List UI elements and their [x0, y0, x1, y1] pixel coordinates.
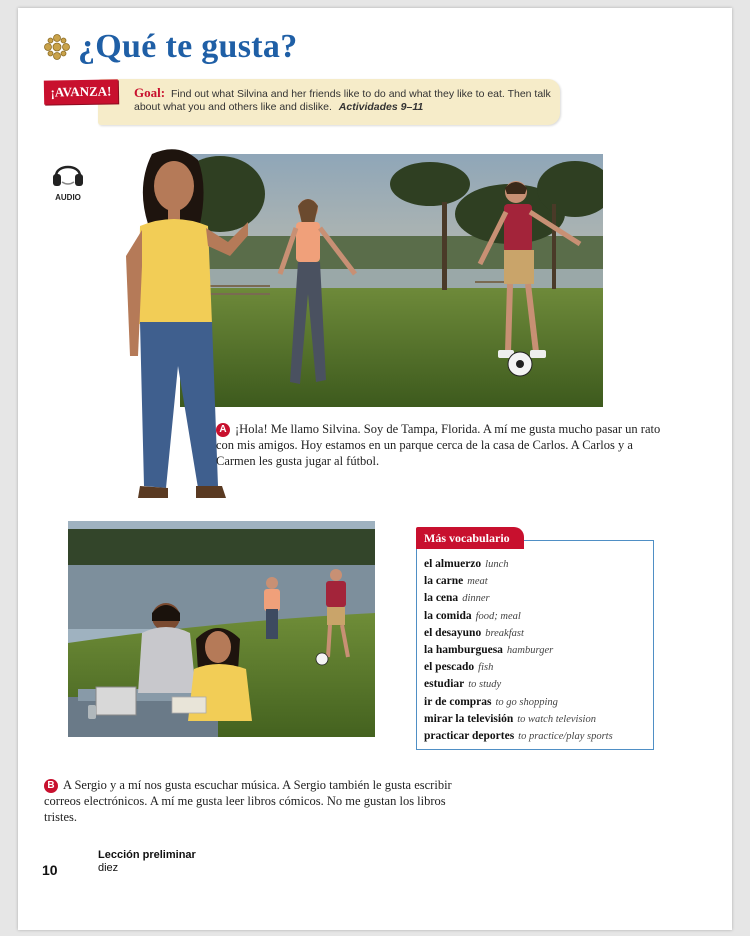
vocab-gloss: meat: [467, 576, 488, 588]
vocab-item: [424, 625, 654, 642]
vocab-item: [424, 659, 654, 676]
vocab-gloss: fish: [478, 662, 494, 674]
vocab-item: [424, 676, 654, 693]
vocab-gloss: to watch television: [517, 713, 596, 725]
title-row: [42, 28, 298, 66]
section-b-badge: B: [44, 779, 58, 793]
vocab-term: el pescado: [424, 661, 475, 674]
vocab-title: Más vocabulario: [416, 527, 524, 549]
vocab-item: [424, 711, 654, 728]
vocab-term: el desayuno: [424, 626, 482, 639]
goal-activities-link[interactable]: Actividades 9–11: [338, 101, 424, 113]
section-a-caption: [216, 421, 662, 469]
vocab-gloss: breakfast: [485, 627, 524, 639]
vocab-term: la cena: [424, 592, 459, 605]
section-b-text: A Sergio y a mí nos gusta escuchar música. A Sergio también le gusta escribir correos electrónicos. A mí me gusta leer libros cómicos. No me gustan los libros tristes.: [44, 778, 452, 824]
vocab-gloss: hamburger: [506, 645, 554, 657]
vocab-gloss: lunch: [485, 559, 509, 570]
vocab-term: la comida: [424, 609, 472, 622]
page-number-word: diez: [98, 862, 119, 874]
audio-label: AUDIO: [55, 193, 81, 202]
footer-lesson: [98, 849, 196, 875]
vocab-term: ir de compras: [424, 695, 492, 708]
audio-button[interactable]: [48, 156, 88, 202]
vocab-term: practicar deportes: [424, 730, 515, 743]
vocab-gloss: dinner: [462, 593, 490, 605]
avanza-badge: ¡AVANZA!: [44, 79, 118, 104]
vocab-item: [424, 694, 654, 711]
vocab-item: [424, 590, 654, 607]
vocab-list: [424, 556, 654, 745]
section-a-badge: A: [216, 423, 230, 437]
page-title: ¿Qué te gusta?: [78, 28, 298, 65]
page-number: 10: [42, 862, 58, 878]
vocab-term: estudiar: [424, 678, 465, 691]
ornament-icon: [42, 32, 72, 62]
vocab-item: [424, 556, 654, 573]
goal-text: [134, 86, 554, 114]
vocab-item: [424, 642, 654, 659]
goal-description: Find out what Silvina and her friends like to do and what they like to eat. Then talk about what you and others like and dislike.: [134, 88, 551, 113]
lesson-title: Lección preliminar: [98, 849, 196, 861]
vocab-gloss: to go shopping: [495, 696, 558, 708]
vocab-item: [424, 728, 654, 745]
vocab-gloss: to study: [468, 679, 502, 691]
vocab-term: mirar la televisión: [424, 712, 514, 725]
lakeside-study-photo: [68, 521, 375, 737]
vocab-gloss: food; meal: [475, 610, 521, 622]
vocab-term: la hamburguesa: [424, 644, 503, 657]
section-a-text: ¡Hola! Me llamo Silvina. Soy de Tampa, Florida. A mí me gusta mucho pasar un rato con mis amigos. Hoy estamos en un parque cerca de la casa de Carlos. A Carlos y a Carmen les gusta jugar al fútbol.: [216, 422, 661, 468]
vocab-term: la carne: [424, 575, 464, 588]
headphones-icon: [50, 156, 86, 190]
goal-label: Goal:: [134, 85, 166, 100]
vocab-item: [424, 573, 654, 590]
section-b-caption: [44, 777, 464, 825]
vocab-term: el almuerzo: [424, 558, 482, 570]
vocab-item: [424, 608, 654, 625]
vocab-gloss: to practice/play sports: [518, 731, 613, 743]
